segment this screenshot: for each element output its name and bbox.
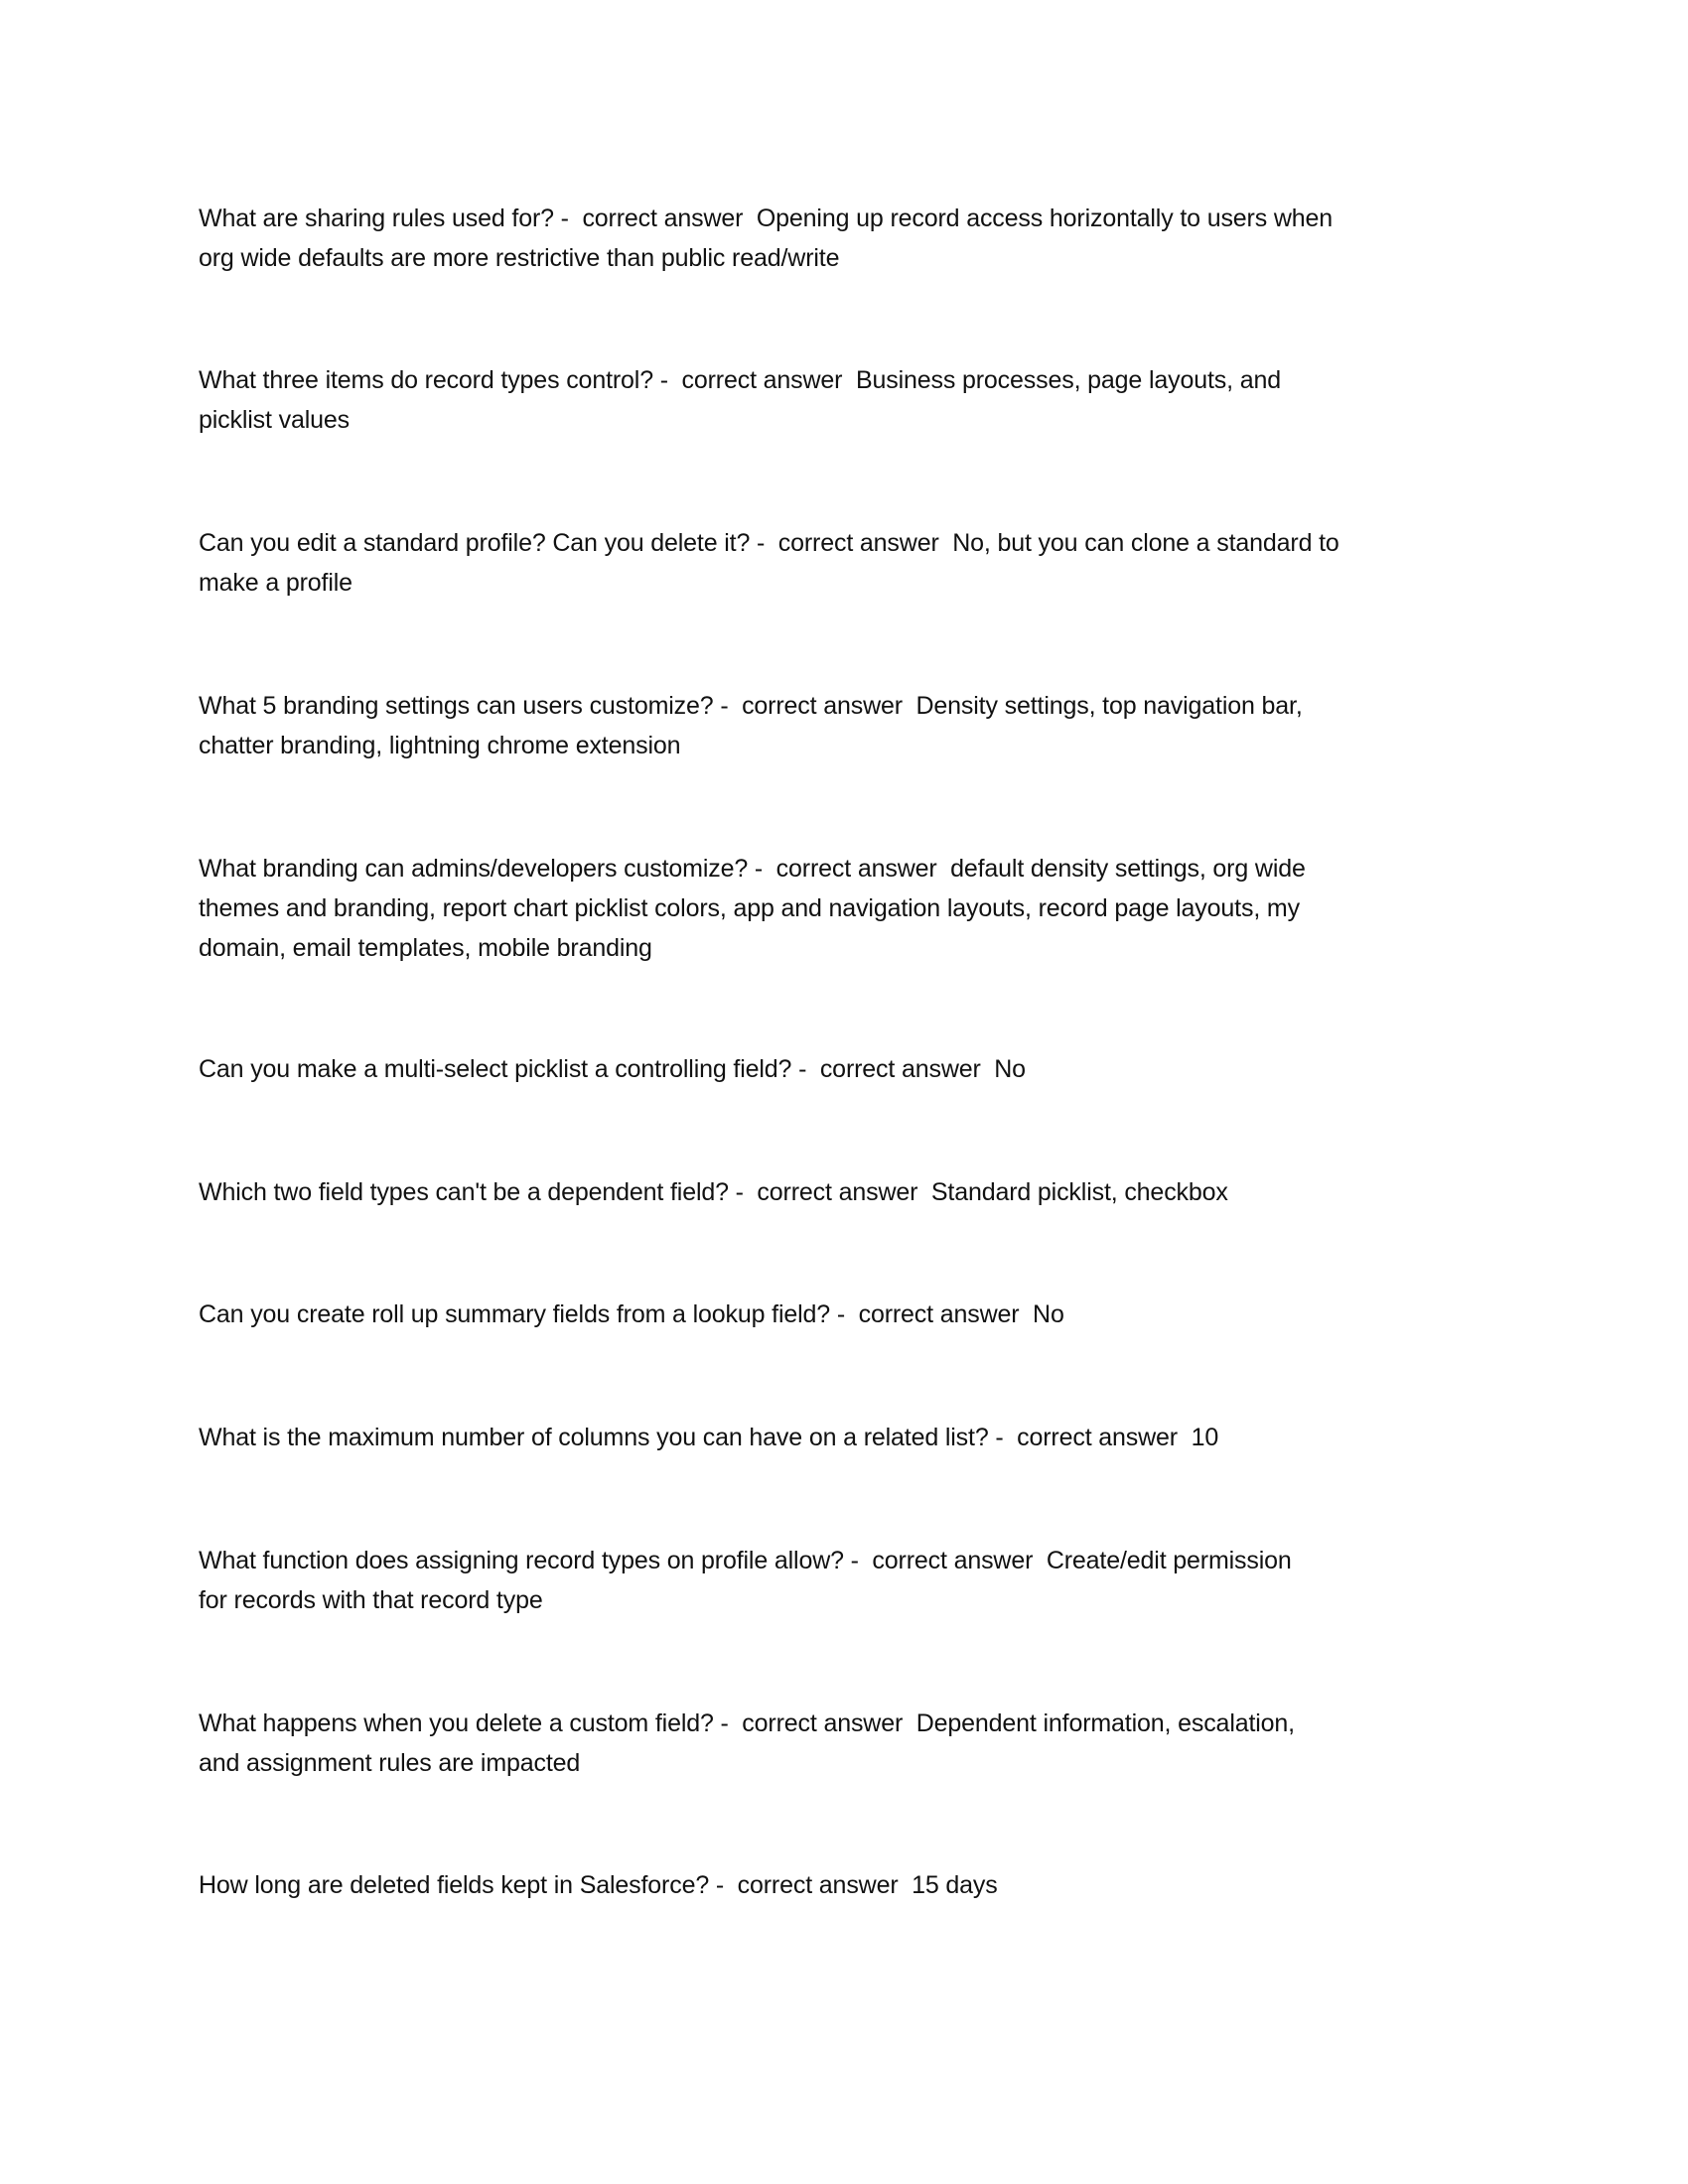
qa-line: themes and branding, report chart picklist colors, app and navigation layouts, record page layouts, my: [199, 894, 1300, 922]
qa-line: What branding can admins/developers customize? - correct answer default density settings, org wide: [199, 855, 1306, 883]
qa-item-admin-branding: [199, 849, 1306, 968]
qa-line: org wide defaults are more restrictive than public read/write: [199, 244, 840, 272]
qa-item-related-list-columns: [199, 1418, 1218, 1457]
qa-line: Can you make a multi-select picklist a controlling field? - correct answer No: [199, 1055, 1026, 1083]
qa-line: domain, email templates, mobile branding: [199, 934, 652, 962]
qa-line: How long are deleted fields kept in Salesforce? - correct answer 15 days: [199, 1871, 998, 1899]
qa-item-multiselect-picklist: [199, 1049, 1026, 1089]
qa-line: What function does assigning record types on profile allow? - correct answer Create/edit permission: [199, 1547, 1292, 1574]
qa-item-user-branding: [199, 686, 1303, 765]
qa-line: chatter branding, lightning chrome extension: [199, 732, 681, 759]
qa-line: What 5 branding settings can users customize? - correct answer Density settings, top navigation bar,: [199, 692, 1303, 720]
qa-item-sharing-rules: [199, 199, 1333, 278]
qa-line: What are sharing rules used for? - correct answer Opening up record access horizontally to users when: [199, 205, 1334, 232]
qa-line: and assignment rules are impacted: [199, 1749, 581, 1777]
qa-line: Which two field types can't be a dependent field? - correct answer Standard picklist, checkbox: [199, 1178, 1228, 1206]
qa-item-record-types-profile: [199, 1541, 1292, 1620]
qa-item-roll-up-summary: [199, 1295, 1064, 1334]
qa-line: Can you edit a standard profile? Can you delete it? - correct answer No, but you can clone a standard to: [199, 529, 1339, 557]
qa-line: for records with that record type: [199, 1586, 543, 1614]
qa-item-dependent-field: [199, 1172, 1228, 1212]
qa-line: Can you create roll up summary fields from a lookup field? - correct answer No: [199, 1300, 1064, 1328]
qa-line: What happens when you delete a custom field? - correct answer Dependent information, escalation,: [199, 1709, 1295, 1737]
qa-item-delete-custom-field: [199, 1704, 1295, 1783]
qa-line: What is the maximum number of columns you can have on a related list? - correct answer 10: [199, 1424, 1219, 1451]
qa-line: What three items do record types control? - correct answer Business processes, page layouts, and: [199, 366, 1281, 394]
qa-item-deleted-fields-retention: [199, 1865, 998, 1905]
qa-line: make a profile: [199, 569, 352, 597]
qa-item-record-types: [199, 360, 1281, 440]
qa-line: picklist values: [199, 406, 350, 434]
qa-item-standard-profile: [199, 523, 1339, 603]
